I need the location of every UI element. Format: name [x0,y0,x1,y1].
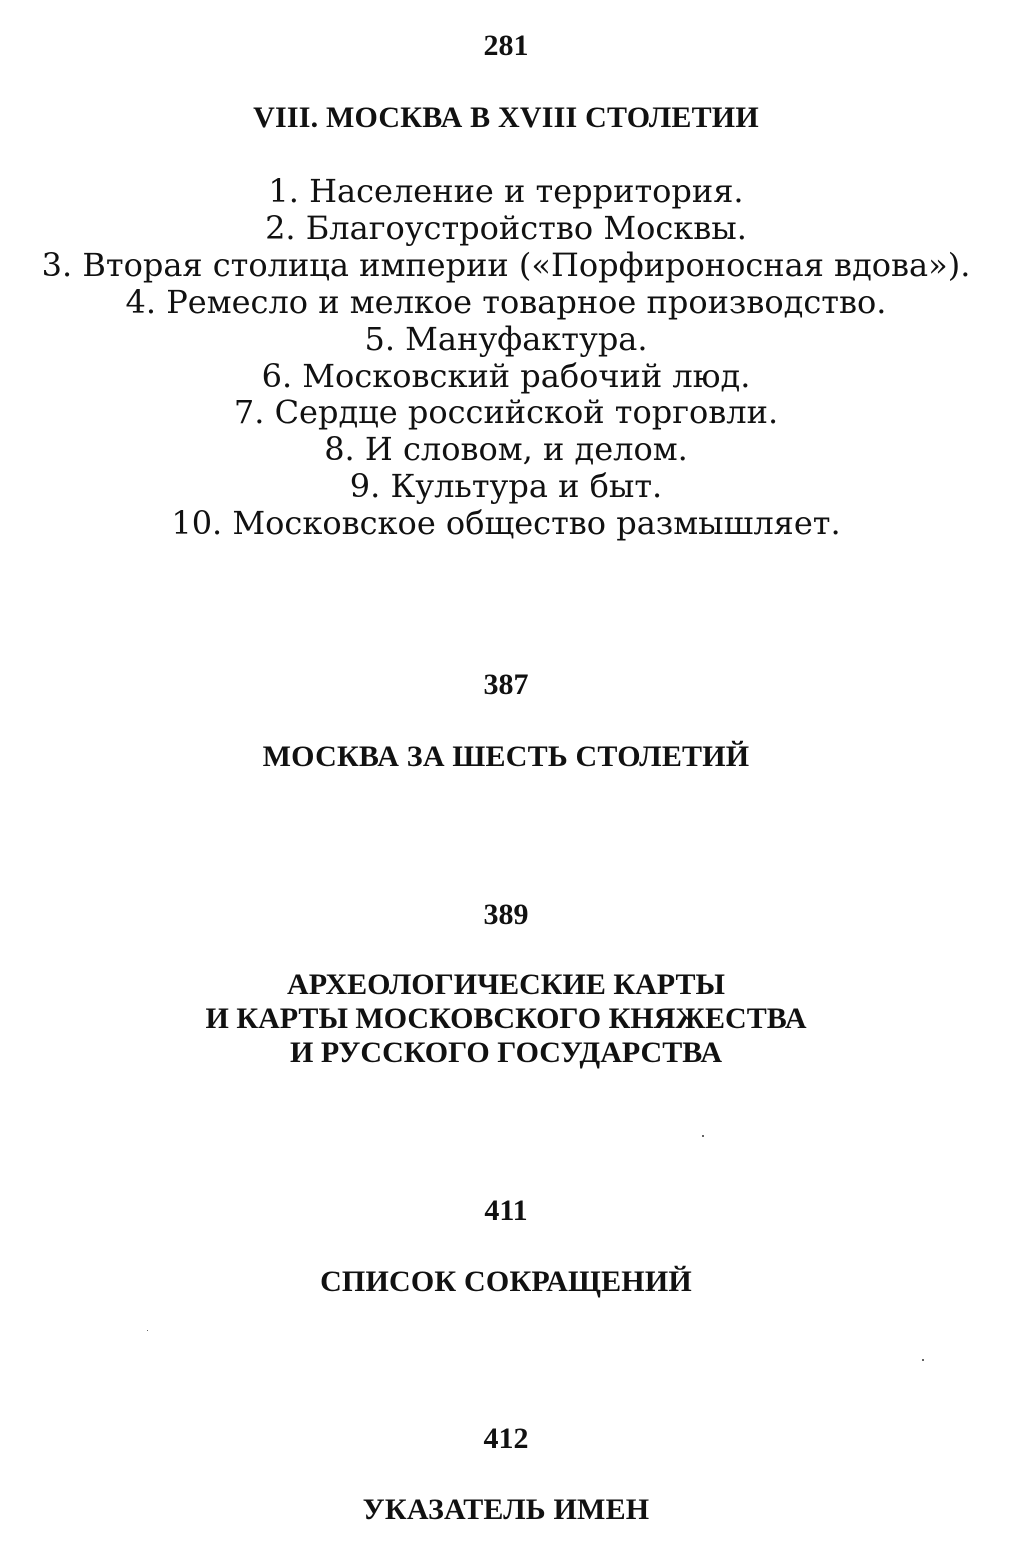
scan-speck [147,1330,148,1331]
list-item: 4. Ремесло и мелкое товарное производство. [125,282,887,321]
page-number: 387 [483,668,529,701]
list-item: 3. Вторая столица империи («Порфироносная вдова»). [41,245,971,284]
section-heading: СПИСОК СОКРАЩЕНИЙ [320,1265,692,1298]
list-item: 6. Московский рабочий люд. [261,356,751,395]
page-number: 412 [483,1422,529,1455]
heading-line: И РУССКОГО ГОСУДАРСТВА [289,1036,723,1069]
section-heading: МОСКВА ЗА ШЕСТЬ СТОЛЕТИЙ [262,740,750,773]
page-number: 411 [484,1194,528,1227]
heading-line: И КАРТЫ МОСКОВСКОГО КНЯЖЕСТВА [205,1002,807,1035]
section-heading [0,968,1012,1070]
heading-line: АРХЕОЛОГИЧЕСКИЕ КАРТЫ [287,968,725,1001]
list-item: 7. Сердце российской торговли. [233,393,779,432]
chapter-contents-list [0,173,1012,542]
list-item: 5. Мануфактура. [364,319,648,358]
scan-speck [702,1135,704,1137]
section-heading: VIII. МОСКВА В XVIII СТОЛЕТИИ [253,101,759,134]
section-heading: УКАЗАТЕЛЬ ИМЕН [362,1493,650,1526]
page-number: 281 [483,29,529,62]
list-item: 8. И словом, и делом. [324,430,688,469]
list-item: 10. Московское общество размышляет. [171,504,841,543]
scan-speck [922,1359,924,1361]
list-item: 1. Население и территория. [268,172,744,210]
list-item: 2. Благоустройство Москвы. [265,208,747,247]
page-number: 389 [483,898,529,931]
list-item: 9. Культура и быт. [349,467,663,506]
